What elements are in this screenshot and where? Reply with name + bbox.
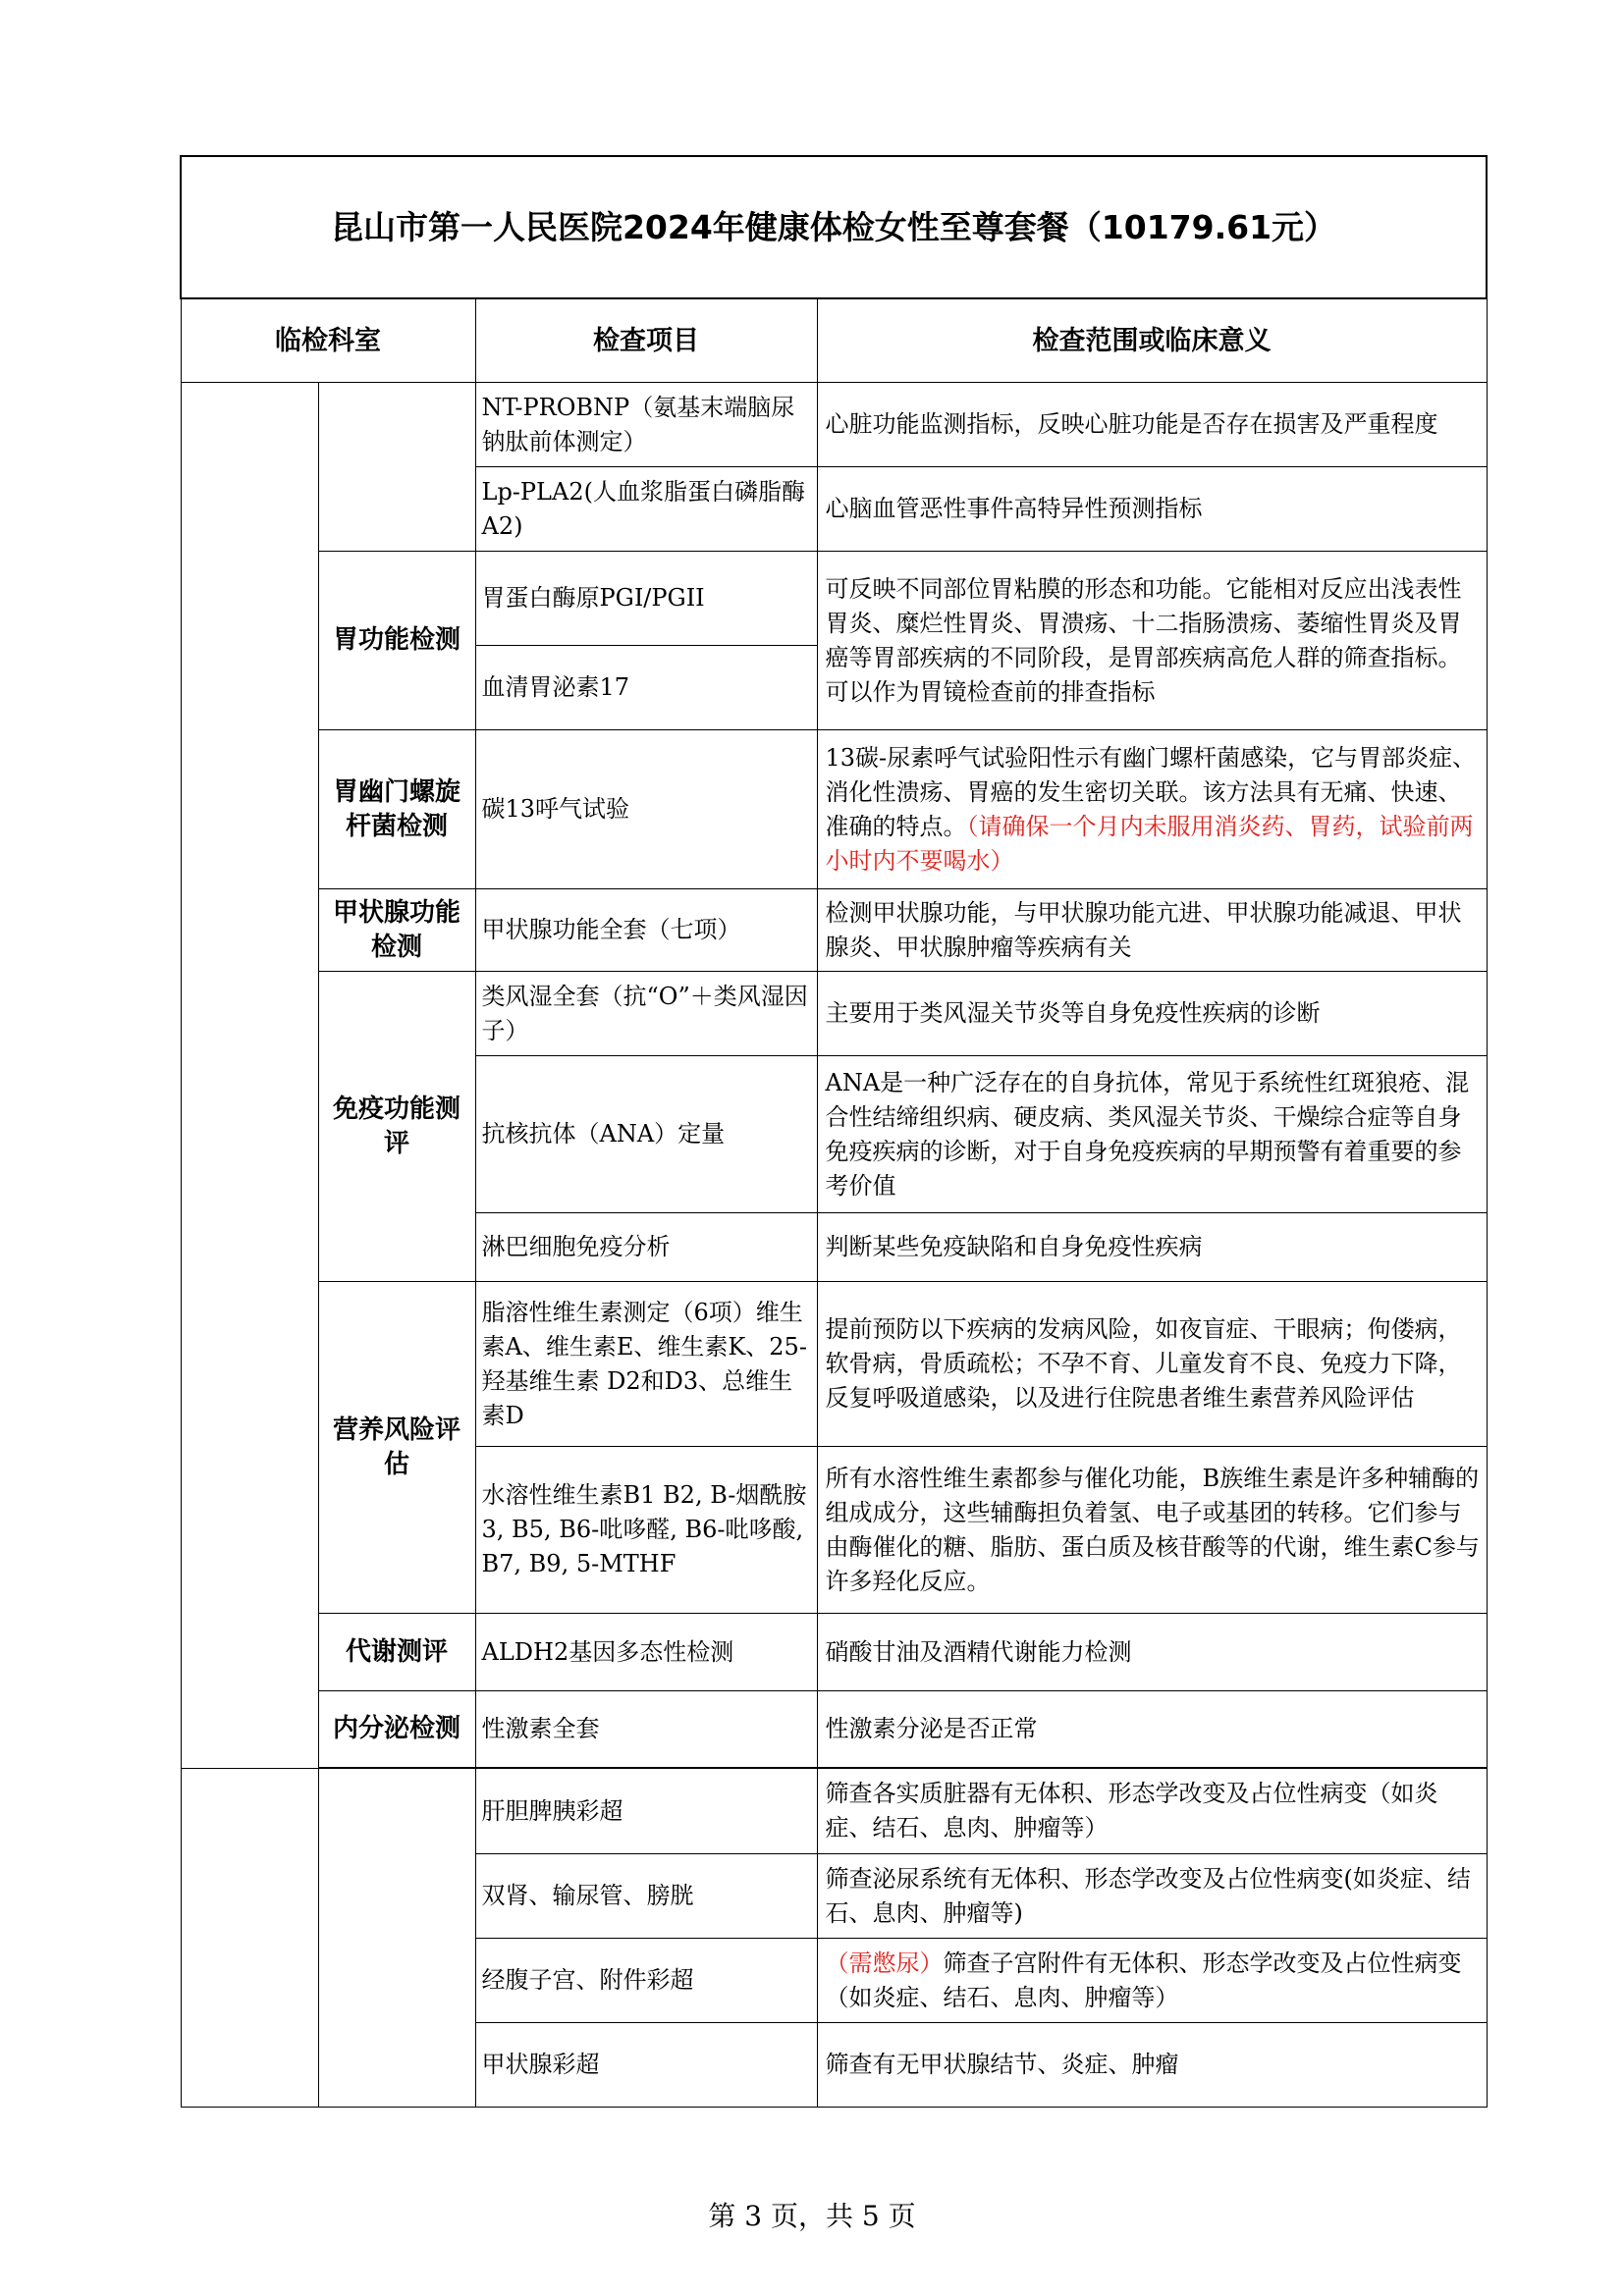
desc-ntprobnp: 心脏功能监测指标，反映心脏功能是否存在损害及严重程度 xyxy=(817,383,1487,467)
category-gastric: 胃功能检测 xyxy=(318,552,475,730)
item-ntprobnp: NT-PROBNP（氨基末端脑尿钠肽前体测定） xyxy=(475,383,817,467)
desc-thyroid-us: 筛查有无甲状腺结节、炎症、肿瘤 xyxy=(817,2023,1487,2108)
category-nutrition: 营养风险评估 xyxy=(318,1282,475,1614)
desc-sex-hormones: 性激素分泌是否正常 xyxy=(817,1691,1487,1768)
category-cardiac-cell xyxy=(318,383,475,552)
dept-ultrasound-cell xyxy=(181,1769,318,2108)
item-lymphocyte: 淋巴细胞免疫分析 xyxy=(475,1213,817,1282)
category-metabolic: 代谢测评 xyxy=(318,1614,475,1691)
header-item: 检查项目 xyxy=(475,298,817,383)
desc-lymphocyte: 判断某些免疫缺陷和自身免疫性疾病 xyxy=(817,1213,1487,1282)
item-thyroid-us: 甲状腺彩超 xyxy=(475,2023,817,2108)
table-row xyxy=(181,730,1487,889)
table-row xyxy=(181,1282,1487,1447)
desc-hpylori-note: （请确保一个月内未服用消炎药、胃药，试验前两小时内不要喝水） xyxy=(825,812,1474,875)
table-row xyxy=(181,1614,1487,1691)
desc-hpylori xyxy=(817,730,1487,889)
item-rheumatoid: 类风湿全套（抗“O”＋类风湿因子） xyxy=(475,972,817,1056)
category-ultrasound-cell xyxy=(318,1769,475,2108)
desc-uterus-us xyxy=(817,1939,1487,2023)
desc-hpylori-text: 13碳-尿素呼气试验阳性示有幽门螺杆菌感染，它与胃部炎症、消化性溃疡、胃癌的发生密切关联。该方法具有无痛、快速、准确的特点。 xyxy=(825,743,1477,840)
table-row xyxy=(181,972,1487,1056)
desc-rheumatoid: 主要用于类风湿关节炎等自身免疫性疾病的诊断 xyxy=(817,972,1487,1056)
item-thyroid-panel: 甲状腺功能全套（七项） xyxy=(475,889,817,972)
desc-fat-soluble-vitamins: 提前预防以下疾病的发病风险，如夜盲症、干眼病；佝偻病，软骨病，骨质疏松；不孕不育、儿童发育不良、免疫力下降，反复呼吸道感染，以及进行住院患者维生素营养风险评估 xyxy=(817,1282,1487,1447)
item-c13-breath: 碳13呼气试验 xyxy=(475,730,817,889)
desc-water-soluble-vitamins: 所有水溶性维生素都参与催化功能，B族维生素是许多种辅酶的组成成分，这些辅酶担负着氢、电子或基团的转移。它们参与由酶催化的糖、脂肪、蛋白质及核苷酸等的代谢，维生素C参与许多羟化反应。 xyxy=(817,1447,1487,1614)
item-gastrin17: 血清胃泌素17 xyxy=(475,646,817,730)
item-water-soluble-vitamins: 水溶性维生素B1 B2, B-烟酰胺3, B5, B6-吡哆醛, B6-吡哆酸, B7, B9, 5-MTHF xyxy=(475,1447,817,1614)
checkup-package-table xyxy=(180,155,1486,2108)
desc-uterus-text: 筛查子宫附件有无体积、形态学改变及占位性病变（如炎症、结石、息肉、肿瘤等） xyxy=(825,1949,1462,2011)
document-title: 昆山市第一人民医院2024年健康体检女性至尊套餐（10179.61元） xyxy=(181,156,1487,298)
table-row xyxy=(181,1769,1487,1854)
desc-urinary-us: 筛查泌尿系统有无体积、形态学改变及占位性病变(如炎症、结石、息肉、肿瘤等) xyxy=(817,1854,1487,1939)
category-hpylori: 胃幽门螺旋杆菌检测 xyxy=(318,730,475,889)
item-fat-soluble-vitamins: 脂溶性维生素测定（6项）维生素A、维生素E、维生素K、25-羟基维生素 D2和D3、总维生素D xyxy=(475,1282,817,1447)
item-pepsinogen: 胃蛋白酶原PGI/PGII xyxy=(475,552,817,646)
dept-lab-cell xyxy=(181,383,318,1769)
table-row xyxy=(181,889,1487,972)
category-thyroid-function: 甲状腺功能检测 xyxy=(318,889,475,972)
table-row xyxy=(181,552,1487,646)
table-row xyxy=(181,1691,1487,1768)
header-dept: 临检科室 xyxy=(181,298,475,383)
category-immune: 免疫功能测评 xyxy=(318,972,475,1282)
table-header-row xyxy=(181,298,1487,383)
item-urinary-us: 双肾、输尿管、膀胱 xyxy=(475,1854,817,1939)
desc-abdominal-us: 筛查各实质脏器有无体积、形态学改变及占位性病变（如炎症、结石、息肉、肿瘤等） xyxy=(817,1769,1487,1854)
category-endocrine: 内分泌检测 xyxy=(318,1691,475,1768)
desc-aldh2: 硝酸甘油及酒精代谢能力检测 xyxy=(817,1614,1487,1691)
header-range: 检查范围或临床意义 xyxy=(817,298,1487,383)
table-row xyxy=(181,383,1487,467)
desc-gastric: 可反映不同部位胃粘膜的形态和功能。它能相对反应出浅表性胃炎、糜烂性胃炎、胃溃疡、十二指肠溃疡、萎缩性胃炎及胃癌等胃部疾病的不同阶段，是胃部疾病高危人群的筛查指标。可以作为胃镜检查前的排查指标 xyxy=(817,552,1487,730)
page-footer: 第 3 页，共 5 页 xyxy=(708,2200,916,2232)
item-ana: 抗核抗体（ANA）定量 xyxy=(475,1056,817,1213)
item-abdominal-us: 肝胆脾胰彩超 xyxy=(475,1769,817,1854)
item-lppla2: Lp-PLA2(人血浆脂蛋白磷脂酶A2) xyxy=(475,467,817,552)
item-aldh2: ALDH2基因多态性检测 xyxy=(475,1614,817,1691)
desc-lppla2: 心脑血管恶性事件高特异性预测指标 xyxy=(817,467,1487,552)
desc-ana: ANA是一种广泛存在的自身抗体，常见于系统性红斑狼疮、混合性结缔组织病、硬皮病、类风湿关节炎、干燥综合症等自身免疫疾病的诊断，对于自身免疫疾病的早期预警有着重要的参考价值 xyxy=(817,1056,1487,1213)
item-uterus-us: 经腹子宫、附件彩超 xyxy=(475,1939,817,2023)
item-sex-hormones: 性激素全套 xyxy=(475,1691,817,1768)
desc-thyroid-panel: 检测甲状腺功能，与甲状腺功能亢进、甲状腺功能减退、甲状腺炎、甲状腺肿瘤等疾病有关 xyxy=(817,889,1487,972)
desc-uterus-note: （需憋尿） xyxy=(825,1949,944,1977)
